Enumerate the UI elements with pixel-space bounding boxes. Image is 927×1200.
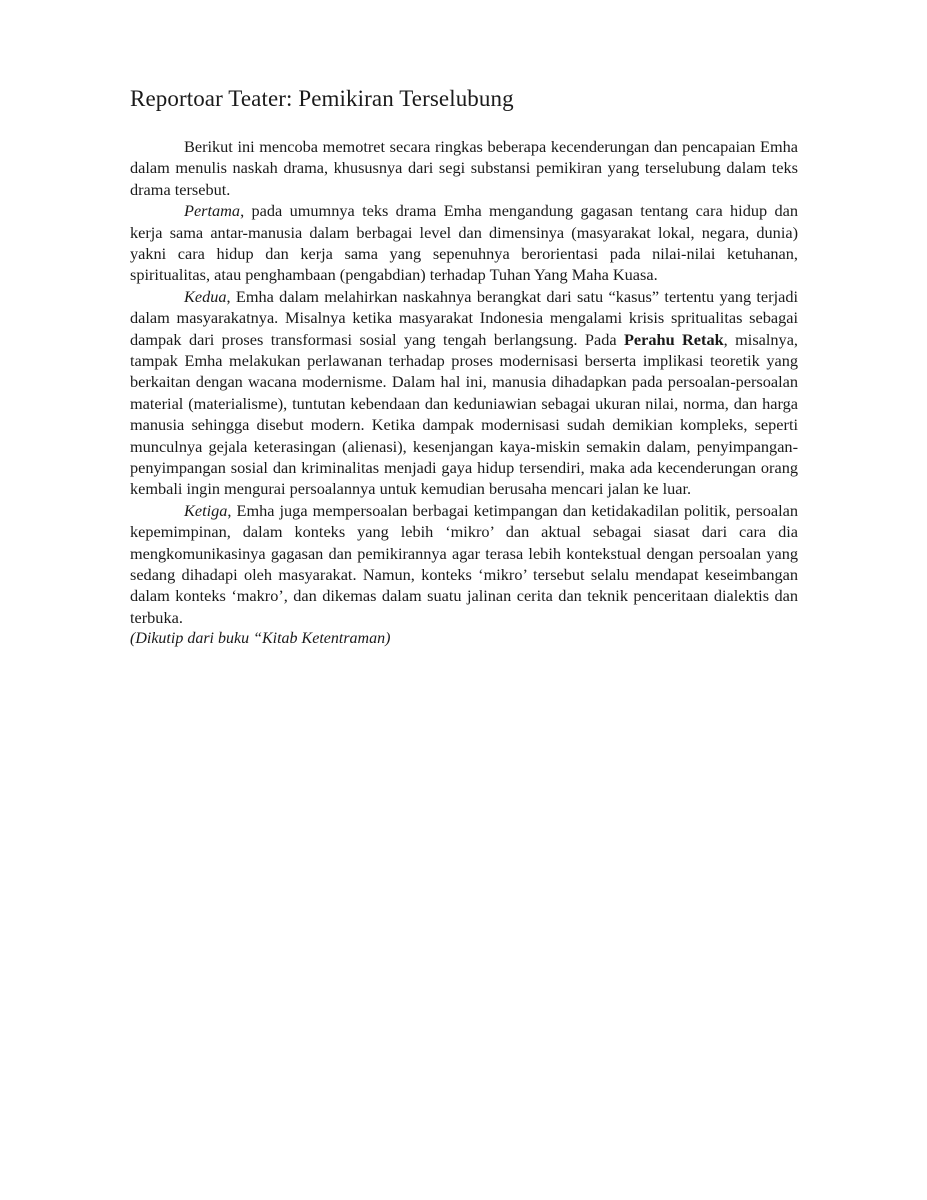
paragraph-intro-text: Berikut ini mencoba memotret secara ringkas beberapa kecenderungan dan pencapaian Emha dalam menulis naskah drama, khususnya dari segi substansi pemikiran yang terselubung dalam teks drama tersebut. [130,136,798,199]
paragraph-third-lead: Ketiga [184,500,228,520]
source-citation: (Dikutip dari buku “Kitab Ketentraman) [130,630,391,648]
paragraph-third-text: , Emha juga mempersoalan berbagai ketimpangan dan ketidakadilan politik, persoalan kepemimpinan, dalam konteks yang lebih ‘mikro’ dan aktual sebagai siasat dari cara dia mengkomunikasinya gagasan dan pemikirannya agar terasa lebih kontekstual dengan persoalan yang sedang dihadapi oleh masyarakat. Namun, konteks ‘mikro’ tersebut selalu mendapat keseimbangan dalam konteks ‘makro’, dan dikemas dalam suatu jalinan cerita dan teknik penceritaan dialektis dan terbuka. [130,500,798,627]
paragraph-second [130,286,798,500]
paragraph-second-lead: Kedua [184,286,227,306]
page-title: Reportoar Teater: Pemikiran Terselubung [130,86,514,111]
paragraph-second-text-b: , misalnya, tampak Emha melakukan perlawanan terhadap proses modernisasi berserta implikasi teoretik yang berkaitan dengan wacana modernisme. Dalam hal ini, manusia dihadapkan pada persoalan-persoalan material (materialisme), tuntutan kebendaan dan keduniawian sebagai ukuran nilai, norma, dan harga manusia sehingga disebut modern. Ketika dampak modernisasi sudah demikian kompleks, seperti munculnya gejala keterasingan (alienasi), kesenjangan kaya-miskin semakin dalam, penyimpangan-penyimpangan sosial dan kriminalitas menjadi gaya hidup tersendiri, maka ada kecenderungan orang kembali ingin mengurai persoalannya untuk kemudian berusaha mencari jalan ke luar. [130,329,798,499]
paragraph-second-text-a: , Emha dalam melahirkan naskahnya berangkat dari satu “kasus” tertentu yang terjadi dalam masyarakatnya. Misalnya ketika masyarakat Indonesia mengalami krisis spritualitas sebagai dampak dari proses transformasi sosial yang tengah berlangsung. Pada [130,286,798,349]
paragraph-second-work-title: Perahu Retak [623,329,724,349]
paragraph-first-lead: Pertama [184,201,241,221]
paragraph-first-text: , pada umumnya teks drama Emha mengandung gagasan tentang cara hidup dan kerja sama antar-manusia dalam berbagai level dan dimensinya (masyarakat lokal, negara, dunia) yakni cara hidup dan kerja sama yang sepenuhnya berorientasi pada nilai-nilai ketuhanan, spiritualitas, atau penghambaan (pengabdian) terhadap Tuhan Yang Maha Kuasa. [130,201,798,285]
document-page [130,84,798,650]
paragraph-intro [130,136,798,200]
paragraph-first [130,200,798,286]
paragraph-third [130,500,798,628]
